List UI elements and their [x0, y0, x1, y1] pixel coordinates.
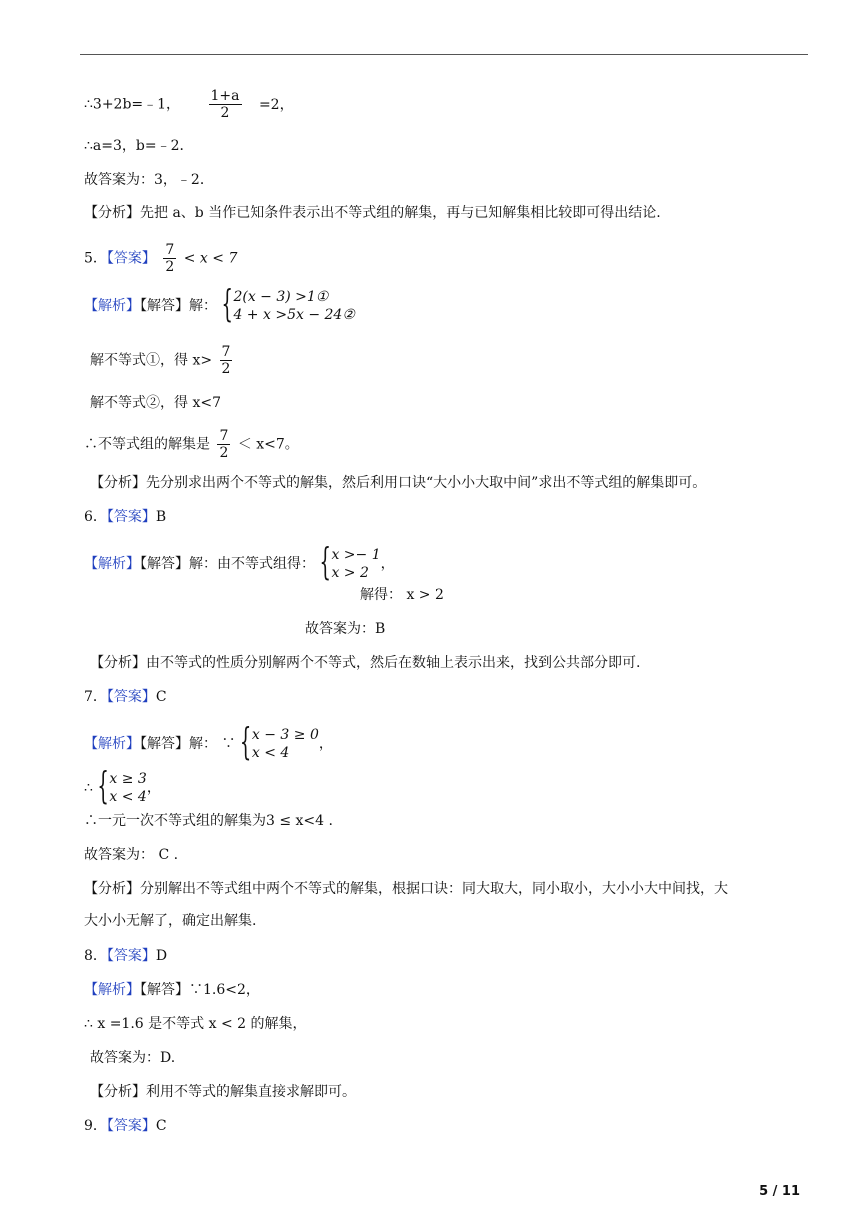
q6-step-2: 故答案为：B	[305, 621, 386, 637]
analysis-text: 先分别求出两个不等式的解集，然后利用口诀“大小小大取中间”求出不等式组的解集即可。	[146, 475, 707, 491]
q4-analysis	[84, 204, 661, 222]
solution-tag: 【解答】解：	[140, 298, 217, 314]
q7-solution-line	[84, 720, 333, 765]
brace-icon: {	[221, 282, 233, 327]
q4-step-2: ∴a=3，b=﹣2．	[84, 138, 194, 154]
q6-answer-line	[84, 508, 166, 526]
analysis-tag: 【解析】	[84, 298, 140, 314]
system-row: x >− 1	[331, 547, 381, 563]
q5-step-3	[84, 428, 299, 461]
text: =2，	[258, 96, 294, 113]
q7-step-1	[84, 764, 161, 809]
frac-num: 7	[165, 242, 175, 258]
text: ，	[146, 780, 161, 796]
q5-solution-line	[84, 282, 355, 327]
analysis-text: 先把 a、b 当作已知条件表示出不等式组的解集，再与已知解集相比较即可得出结论.	[140, 205, 661, 221]
frac-den: 2	[165, 259, 175, 275]
text: ，	[318, 736, 333, 752]
text: ∴3+2b=﹣1，	[84, 96, 181, 113]
analysis-text: 由不等式的性质分别解两个不等式，然后在数轴上表示出来，找到公共部分即可.	[146, 655, 641, 671]
analysis-text: 利用不等式的解集直接求解即可。	[146, 1084, 356, 1100]
q6-solution-line	[84, 540, 395, 585]
system-row: 2(x − 3) >1①	[233, 289, 329, 305]
header-rule	[80, 54, 808, 55]
answer-tag: 【答案】	[106, 250, 156, 267]
fraction-7-over-2	[220, 344, 233, 377]
question-number: 9．	[84, 1118, 107, 1134]
question-number: 6．	[84, 509, 107, 525]
q6-analysis	[90, 654, 640, 672]
fraction-7-over-2	[217, 428, 230, 461]
q5-answer-line	[84, 242, 237, 275]
brace-icon: {	[319, 540, 331, 585]
answer-value: C	[155, 1118, 167, 1134]
system-row: 4 + x >5x − 24②	[233, 307, 355, 323]
system-row: x ≥ 3	[109, 771, 147, 787]
frac-num: 7	[219, 428, 229, 444]
answer-tag: 【答案】	[106, 1118, 156, 1134]
analysis-tag: 【解析】	[84, 982, 140, 998]
q5-step-2: 解不等式②，得 x<7	[90, 395, 221, 411]
brace-icon: {	[97, 764, 109, 809]
q7-analysis-cont: 大小小无解了，确定出解集.	[84, 913, 257, 929]
inequality-system	[221, 282, 355, 327]
analysis-tag: 【分析】	[90, 655, 146, 671]
frac-num: 7	[221, 344, 231, 360]
answer-value: C	[155, 689, 167, 705]
text: 解不等式①，得 x>	[90, 352, 213, 369]
system-row: x − 3 ≥ 0	[251, 727, 319, 743]
system-row: x < 4	[109, 789, 147, 805]
question-number: 7．	[84, 689, 107, 705]
frac-den: 2	[221, 361, 231, 377]
q7-step-2: ∴一元一次不等式组的解集为3 ≤ x<4 .	[84, 813, 333, 829]
q7-step-3: 故答案为： C .	[84, 847, 179, 863]
fraction-7-over-2	[163, 242, 176, 275]
answer-value: D	[155, 948, 168, 964]
analysis-text: 分别解出不等式组中两个不等式的解集，根据口诀：同大取大，同小取小，大小小大中间找，大	[140, 881, 728, 897]
q8-analysis	[90, 1083, 356, 1101]
analysis-tag: 【分析】	[90, 1084, 146, 1100]
q6-step-1: 解得： x > 2	[360, 587, 444, 603]
q8-step-1: ∴ x =1.6 是不等式 x < 2 的解集，	[84, 1016, 307, 1032]
q8-solution-line	[84, 981, 260, 999]
solution-tag: 【解答】∵1.6<2，	[140, 982, 260, 998]
frac-num: 1+a	[210, 88, 240, 104]
q5-analysis	[90, 474, 706, 492]
q7-analysis	[84, 880, 728, 898]
q7-answer-line	[84, 688, 167, 706]
q8-step-2: 故答案为：D.	[90, 1050, 176, 1066]
text: ，	[380, 556, 395, 572]
question-number: 5．	[84, 250, 107, 267]
q4-answer: 故答案为：3，﹣2．	[84, 172, 214, 188]
text: ＜ x<7。	[237, 436, 299, 453]
analysis-tag: 【分析】	[84, 205, 140, 221]
answer-value: B	[155, 509, 167, 525]
question-number: 8．	[84, 948, 107, 964]
system-row: x < 4	[251, 745, 290, 761]
analysis-tag: 【分析】	[84, 881, 140, 897]
page-number: 5 / 11	[759, 1184, 800, 1199]
fraction-1-plus-a-over-2	[209, 88, 242, 121]
q9-answer-line	[84, 1117, 167, 1135]
analysis-tag: 【解析】	[84, 556, 140, 572]
q8-answer-line	[84, 947, 167, 965]
text: ∴不等式组的解集是	[84, 436, 210, 453]
text: ∴	[84, 780, 93, 796]
analysis-tag: 【解析】	[84, 736, 140, 752]
inequality-system	[319, 540, 381, 585]
solution-tag: 【解答】解： ∵	[140, 736, 236, 752]
q4-step-1	[84, 88, 294, 121]
answer-tag: 【答案】	[106, 689, 156, 705]
answer-value: < x < 7	[183, 250, 238, 267]
inequality-system	[97, 764, 147, 809]
brace-icon: {	[239, 720, 252, 765]
system-row: x > 2	[331, 565, 369, 581]
answer-tag: 【答案】	[106, 948, 156, 964]
frac-den: 2	[219, 445, 229, 461]
analysis-tag: 【分析】	[90, 475, 146, 491]
frac-den: 2	[220, 105, 230, 121]
answer-tag: 【答案】	[106, 509, 156, 525]
solution-tag: 【解答】解：由不等式组得：	[140, 556, 315, 572]
q5-step-1	[90, 344, 235, 377]
inequality-system	[239, 720, 319, 765]
